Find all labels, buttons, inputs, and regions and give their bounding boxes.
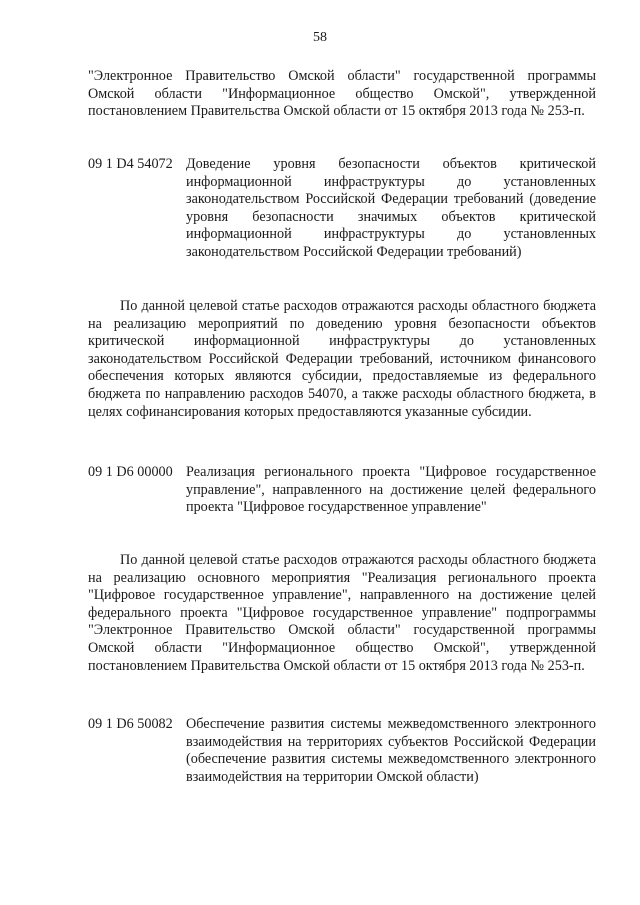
entry-title: Доведение уровня безопасности объектов критической информационной инфраструктуры до установленных законодательством Российской Федерации требований (доведение уровня безопасности значимых объектов критической информационной инфраструктуры до установленных законодательством Российской Федерации требований) [186,156,596,260]
budget-entry [88,716,596,786]
entry-code: 09 1 D6 50082 [88,716,173,732]
page-number: 58 [313,30,327,45]
entry-title: Обеспечение развития системы межведомственного электронного взаимодействия на территориях субъектов Российской Федерации (обеспечение развития системы межведомственного электронного взаимодействия на территории Омской области) [186,716,596,785]
budget-entry [88,464,596,517]
budget-entry [88,156,596,262]
entry-title: Реализация регионального проекта "Цифровое государственное управление", направленного на достижение целей федерального проекта "Цифровое государственное управление" [186,464,596,516]
intro-paragraph: "Электронное Правительство Омской области" государственной программы Омской области "Информационное общество Омской", утвержденной постановлением Правительства Омской области от 15 октября 2013 года № 253-п. [88,68,596,120]
entry-description: По данной целевой статье расходов отражаются расходы областного бюджета на реализацию основного мероприятия "Реализация регионального проекта "Цифровое государственное управление", направленного на достижение целей федерального проекта "Цифровое государственное управление" подпрограммы "Электронное Правительство Омской области" государственной программы Омской области "Информационное общество Омской", утвержденной постановлением Правительства Омской области от 15 октября 2013 года № 253-п. [88,552,596,674]
entry-code: 09 1 D6 00000 [88,464,173,480]
entry-description: По данной целевой статье расходов отражаются расходы областного бюджета на реализацию мероприятий по доведению уровня безопасности объектов критической информационной инфраструктуры до установленных законодательством Российской Федерации требований, источником финансового обеспечения которых являются субсидии, предоставляемые из федерального бюджета по направлению расходов 54070, а также расходы областного бюджета, в целях софинансирования которых предоставляются указанные субсидии. [88,298,596,420]
entry-code: 09 1 D4 54072 [88,156,173,172]
